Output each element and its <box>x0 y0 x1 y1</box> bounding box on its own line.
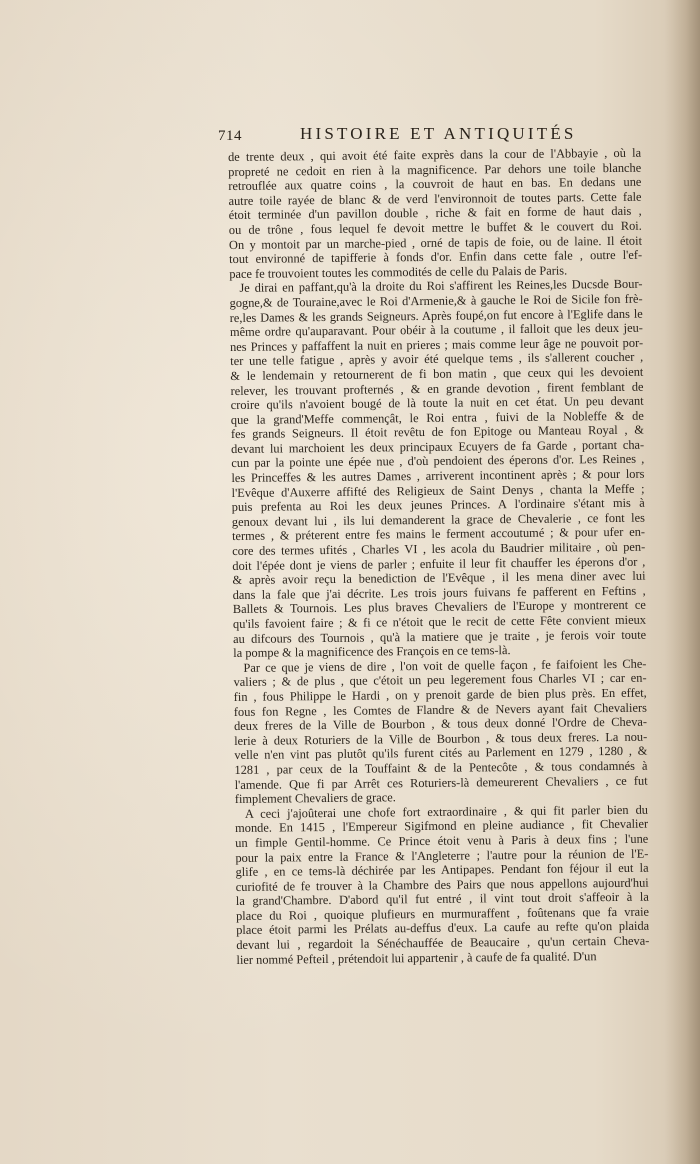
text-line: genoux devant lui , ils lui demanderent la grace de Chevalerie , ce font les <box>231 510 645 529</box>
text-line: Ballets & Tournois. Les plus braves Chevaliers de l'Europe y montrerent ce <box>232 598 646 617</box>
text-line: même ordre qu'auparavant. Pour obéir à la coutume , il falloit que les deux jeu- <box>229 320 643 340</box>
text-line: velle n'en vint pas plutôt qu'ils furent cités au Parlement en 1279 , 1280 , & <box>234 743 648 763</box>
text-line: lerie à deux Roturiers de la Ville de Bourbon , & tous deux freres. La nou- <box>234 729 648 748</box>
text-line: doit l'épée dont je viens de parler ; enfuite il leur fit chauffer les éperons d'or , <box>232 554 646 573</box>
text-line: un fimple Gentil-homme. Ce Prince étoit venu à Paris à deux fins ; l'une <box>235 831 649 850</box>
text-line: glife , en ce tems-là déchirée par les Antipapes. Pendant fon féjour il eut la <box>235 860 649 880</box>
body-text <box>228 146 650 968</box>
paragraph <box>235 802 650 967</box>
text-line: Par ce que je viens de dire , l'on voit de quelle façon , fe faifoient les Che- <box>243 656 647 675</box>
text-line: place du Roi , quoique plufieurs en murmuraffent , foûtenans que fa vraie <box>235 904 650 923</box>
paragraph <box>228 146 642 282</box>
text-line: la pompe & la magnificence des François en ce tems-là. <box>233 643 511 661</box>
text-line: core des termes ufités , Charles VI , les acola du Baudrier militaire , où pen- <box>232 539 646 559</box>
text-line: la grand'Chambre. D'abord qu'il fut entré , il vint tout droit s'affeoir à la <box>235 889 649 909</box>
text-line: autre toile rayée de blanc & de verd l'environnoit de toutes parts. Cette fale <box>228 189 642 208</box>
text-line: cun par la pointe une épée nue , d'où pendoient des éperons d'or. Les Reines , <box>231 452 645 471</box>
paragraph <box>229 277 646 661</box>
text-line: & le lendemain y retournerent de fi bon matin , que ceux qui les devoient <box>230 364 644 383</box>
text-line: On y montoit par un marche-pied , orné de tapis de foie, ou de laine. Il étoit <box>228 233 643 252</box>
text-line: les Princeffes & les autres Dames , arriverent incontinent après ; & pour lors <box>231 466 645 486</box>
running-title: HISTOIRE ET ANTIQUITÉS <box>300 124 577 143</box>
text-line: étoit terminée d'un pavillon double , riche & fait en forme de haut dais , <box>228 204 642 223</box>
text-line: A ceci j'ajoûterai une chofe fort extraordinaire , & qui fit parler bien du <box>244 802 649 821</box>
text-line: retrouflée aux quatre coins , la couvroit de haut en bas. En dedans une <box>228 174 642 194</box>
text-line: relever, les trouvant profternés , & en grande devotion , firent femblant de <box>230 379 644 398</box>
text-line: fous fon Regne , les Comtes de Flandre & de Nevers ayant fait Chevaliers <box>233 700 647 719</box>
text-line: gogne,& de Touraine,avec le Roi d'Armenie,& à gauche le Roi de Sicile fon frè- <box>229 291 643 310</box>
text-line: que la grand'Meffe commençât, le Roi entra , fuivi de la Nobleffe & de <box>230 408 644 427</box>
text-line: ou de trône , fous lequel fe devoit mettre le buffet & le couvert du Roi. <box>228 218 642 237</box>
text-line: fimplement Chevaliers de grace. <box>234 790 396 807</box>
text-line: de trente deux , qui avoit été faite exprès dans la cour de l'Abbayie , où la <box>228 145 642 164</box>
text-line: au difcours des Tournois , qu'à la matiere que je traite , je ferois voir toute <box>233 627 647 646</box>
text-line: lier nommé Pefteil , prétendoit lui appartenir , à caufe de fa qualité. D'un <box>236 948 597 967</box>
text-line: nes Princes y paffaffent la nuit en prieres ; mais comme leur âge ne pouvoit por- <box>229 335 644 354</box>
text-line: tout environné de tapifferie à fonds d'or. Enfin dans cette fale , outre l'ef- <box>229 247 643 267</box>
text-line: qu'ils favoient faire ; & fi ce n'étoit que le recit de cette Fête convient mieux <box>232 612 647 631</box>
text-line: pace fe trouvoient toutes les commodités de celle du Palais de Paris. <box>229 263 568 281</box>
text-line: devant lui , regardoit la Sénéchauffée de Beaucaire , qu'un certain Cheva- <box>236 933 650 953</box>
text-line: monde. En 1415 , l'Empereur Sigifmond en pleine audiance , fit Chevalier <box>235 816 649 836</box>
text-line: pour la paix entre la France & l'Angleterre ; l'autre pour la réunion de l'E- <box>235 846 649 865</box>
text-line: ter une telle fatigue , après y avoir été quelque tems , ils s'allerent coucher , <box>230 349 644 369</box>
text-line: devant lui marchoient les deux principaux Ecuyers de fa Garde , portant cha- <box>231 437 645 456</box>
text-line: curiofité de fe trouver à la Chambre des Pairs que nous appellons aujourd'hui <box>235 875 649 894</box>
text-line: propreté ne cedoit en rien à la magnificence. Par dehors une toile blanche <box>228 160 642 179</box>
text-line: Je dirai en paffant,qu'à la droite du Roi s'affirent les Reines,les Ducsde Bour- <box>239 277 643 296</box>
text-line: re,les Dames & les grands Seigneurs. Après foupé,on fut encore à l'Eglife dans le <box>229 306 643 325</box>
text-line: 1281 , par ceux de la Touffaint & de la Pentecôte , & tous condamnés à <box>234 758 648 777</box>
text-line: place étoit parmi les Prélats au-deffus d'eux. La caufe au refte qu'on plaida <box>236 919 650 938</box>
page-gutter-shadow <box>664 0 700 1164</box>
text-line: valiers ; & de plus , que c'étoit un peu legerement fous Charles VI ; car en- <box>233 671 647 690</box>
text-line: puis prefenta au Roi les deux jeunes Princes. A l'ordinaire s'étant mis à <box>231 495 645 515</box>
text-line: croire qu'ils n'avoient bougé de là toute la nuit en cet état. Un peu devant <box>230 393 644 413</box>
paragraph <box>233 656 648 806</box>
page-number: 714 <box>218 128 242 144</box>
text-line: deux freres de la Ville de Bourbon , & tous deux donné l'Ordre de Cheva- <box>233 714 648 734</box>
text-line: termes , & préterent entre fes mains le ferment accoutumé ; & pour ufer en- <box>231 525 646 544</box>
text-line: fes grands Seigneurs. Il étoit revêtu de fon Epitoge ou Manteau Royal , & <box>230 422 645 442</box>
text-line: l'amende. Que fi par Arrêt ces Roturiers-là demeurerent Chevaliers , ce fut <box>234 773 648 792</box>
text-line: & après avoir reçu la benediction de l'Evêque , il les mena diner avec lui <box>232 568 646 588</box>
text-line: l'Evêque d'Auxerre affifté des Religieux de Saint Denys , chanta la Meffe ; <box>231 481 645 500</box>
text-line: fin , fous Philippe le Hardi , on y prenoit garde de bien plus près. En effet, <box>233 685 647 704</box>
text-line: dans la fale que j'ai décrite. Les trois jours fuivans fe pafferent en Feftins , <box>232 583 646 602</box>
